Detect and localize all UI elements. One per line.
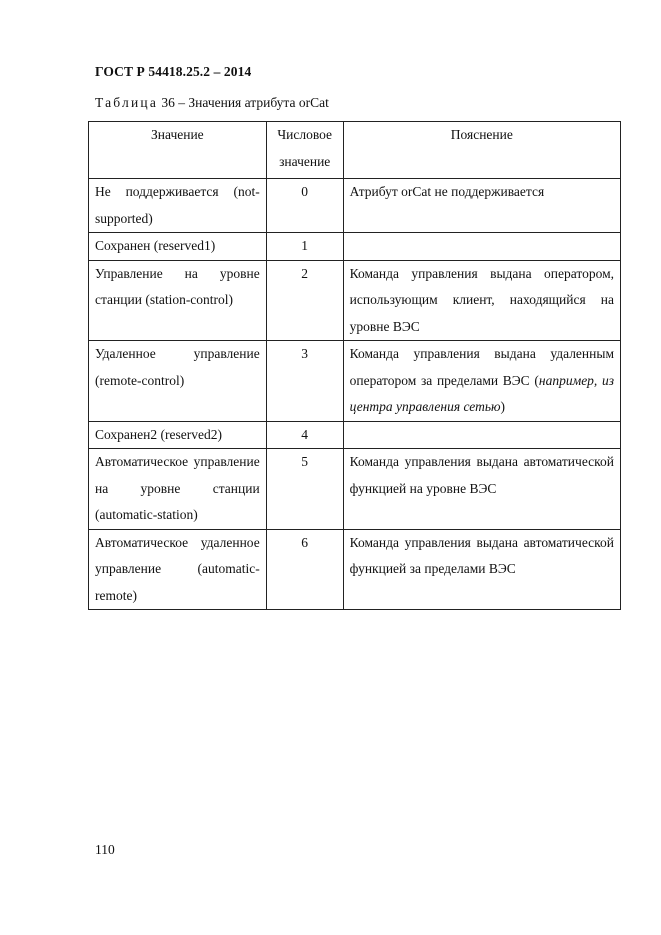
cell-number: 5	[266, 449, 343, 530]
table-header-row	[89, 122, 621, 179]
cell-number: 1	[266, 233, 343, 261]
table-caption-number: 36	[161, 95, 175, 110]
cell-value: Автоматическое управление на уровне станции (automatic-station)	[89, 449, 267, 530]
cell-value: Сохранен2 (reserved2)	[89, 421, 267, 449]
table-caption	[95, 95, 329, 111]
table-caption-text: – Значения атрибута orCat	[178, 95, 329, 110]
explanation-italic-text: например, из центра управления сетью	[349, 372, 614, 414]
cell-explanation: Команда управления выдана автоматической функцией на уровне ВЭС	[343, 449, 620, 530]
cell-number: 3	[266, 341, 343, 422]
cell-explanation	[343, 341, 620, 422]
table-row	[89, 449, 621, 530]
orcat-values-table	[88, 121, 621, 610]
cell-number: 4	[266, 421, 343, 449]
explanation-text: Команда управления выдана удаленным оператором за пределами ВЭС (	[349, 346, 614, 388]
table-row	[89, 529, 621, 610]
table-row	[89, 260, 621, 341]
cell-value: Автоматическое удаленное управление (automatic-remote)	[89, 529, 267, 610]
cell-number: 2	[266, 260, 343, 341]
cell-value: Управление на уровне станции (station-control)	[89, 260, 267, 341]
table-row	[89, 233, 621, 261]
cell-value: Удаленное управление (remote-control)	[89, 341, 267, 422]
column-header-number: Числовое значение	[266, 122, 343, 179]
table-caption-label: Таблица	[95, 95, 159, 110]
page-number: 110	[95, 842, 115, 857]
table-row	[89, 179, 621, 233]
cell-explanation: Команда управления выдана оператором, использующим клиент, находящийся на уровне ВЭС	[343, 260, 620, 341]
cell-number: 6	[266, 529, 343, 610]
cell-explanation	[343, 421, 620, 449]
cell-explanation: Команда управления выдана автоматической функцией за пределами ВЭС	[343, 529, 620, 610]
cell-number: 0	[266, 179, 343, 233]
table-row	[89, 341, 621, 422]
column-header-value: Значение	[89, 122, 267, 179]
table-row	[89, 421, 621, 449]
cell-value: Сохранен (reserved1)	[89, 233, 267, 261]
column-header-explanation: Пояснение	[343, 122, 620, 179]
explanation-tail-text: )	[500, 399, 506, 414]
document-header: ГОСТ Р 54418.25.2 – 2014	[95, 64, 252, 79]
cell-explanation: Атрибут orCat не поддерживается	[343, 179, 620, 233]
cell-explanation	[343, 233, 620, 261]
cell-value: Не поддерживается (not-supported)	[89, 179, 267, 233]
